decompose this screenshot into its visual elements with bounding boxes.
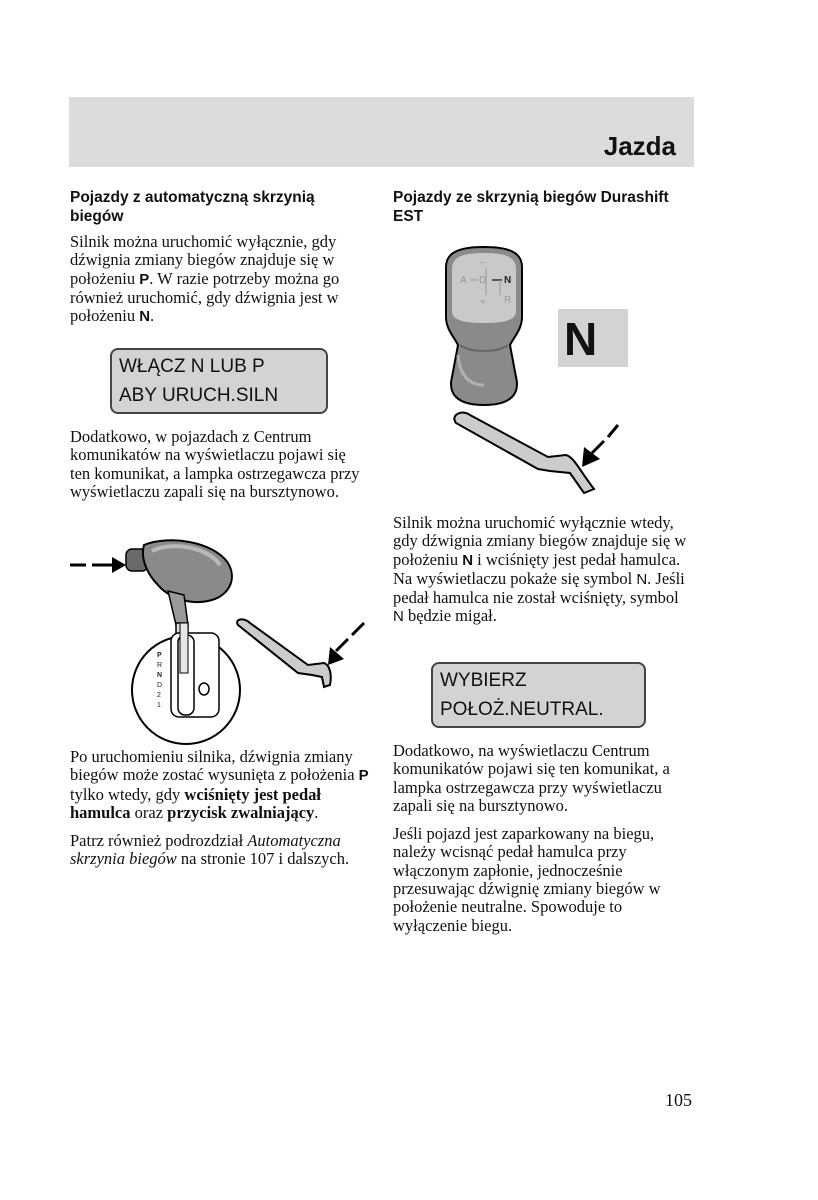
right-column-mid [393,514,693,637]
brake-pedal-icon [237,619,331,687]
gear-indicator: N [564,313,598,365]
gate-label-p: P [157,652,162,659]
right-heading: Pojazdy ze skrzynią biegów Durashift EST [393,189,669,225]
gate-label-d: D [157,682,163,689]
left-column [70,188,370,336]
section-header-band [69,97,694,167]
left-column-mid [70,428,370,511]
left-paragraph-3: Po uruchomieniu silnika, dźwignia zmiany biegów może zostać wysunięta z położenia P tylko wtedy, gdy wciśnięty jest pedał hamulca oraz przycisk zwalniający. [70,747,369,822]
right-paragraph-3: Jeśli pojazd jest zaparkowany na biegu, należy wcisnąć pedał hamulca przy włączonym zapłonie, jednocześnie przesuwając dźwignię zmiany biegów w położenie neutralne. Spowoduje to wyłączenie biegu. [393,824,661,935]
left-paragraph-4: Patrz również podrozdział Automatyczna skrzynia biegów na stronie 107 i dalszych. [70,831,350,869]
left-paragraph-2: Dodatkowo, w pojazdach z Centrum komunikatów na wyświetlaczu pojawi się ten komunikat, a lampka ostrzegawcza przy wyświetlaczu zapali się na bursztynowo. [70,427,360,501]
knob-label-minus: – [480,257,486,268]
page-number: 105 [665,1090,692,1110]
knob-label-n: N [504,275,512,286]
automatic-gear-lever-figure [68,535,368,745]
left-paragraph-1: Silnik można uruchomić wyłącznie, gdy dźwignia zmiany biegów znajduje się w położeniu P. W razie potrzeby można go również uruchomić, gdy dźwignia jest w położeniu N. [70,232,340,326]
right-column [393,188,693,233]
section-title: Jazda [603,131,676,161]
knob-label-d: D [479,275,487,286]
right-paragraph-1: Silnik można uruchomić wyłącznie wtedy, gdy dźwignia zmiany biegów znajduje się w położeniu N i wciśnięty jest pedał hamulca. Na wyświetlaczu pokaże się symbol N. Jeśli pedał hamulca nie został wciśnięty, symbol N będzie migał. [393,513,687,626]
arrow-icon [582,425,618,467]
brake-pedal-icon [454,413,594,493]
display-line-1: WŁĄCZ N LUB P [119,356,265,377]
display-line-2: ABY URUCH.SILN [119,385,279,406]
arrow-icon [70,557,126,573]
message-display-neutral [431,662,646,728]
arrow-icon [328,623,364,665]
durashift-gear-lever-figure [430,245,640,505]
right-column-bottom [393,742,693,945]
gate-label-r: R [157,662,163,669]
knob-label-a: A [460,275,467,286]
left-column-bottom [70,748,370,879]
display-line-2: POŁOŻ.NEUTRAL. [440,699,604,720]
left-heading: Pojazdy z automatyczną skrzynią biegów [70,189,315,225]
gate-label-2: 2 [157,692,161,699]
knob-label-plus: + [480,297,486,308]
knob-label-r: R [504,295,512,306]
message-display-start [110,348,328,414]
gate-label-1: 1 [157,702,161,709]
display-line-1: WYBIERZ [440,670,527,691]
gate-label-n: N [157,672,163,679]
right-paragraph-2: Dodatkowo, na wyświetlaczu Centrum komunikatów pojawi się ten komunikat, a lampka ostrzegawcza przy wyświetlaczu zapali się na bursztynowo. [393,741,670,815]
